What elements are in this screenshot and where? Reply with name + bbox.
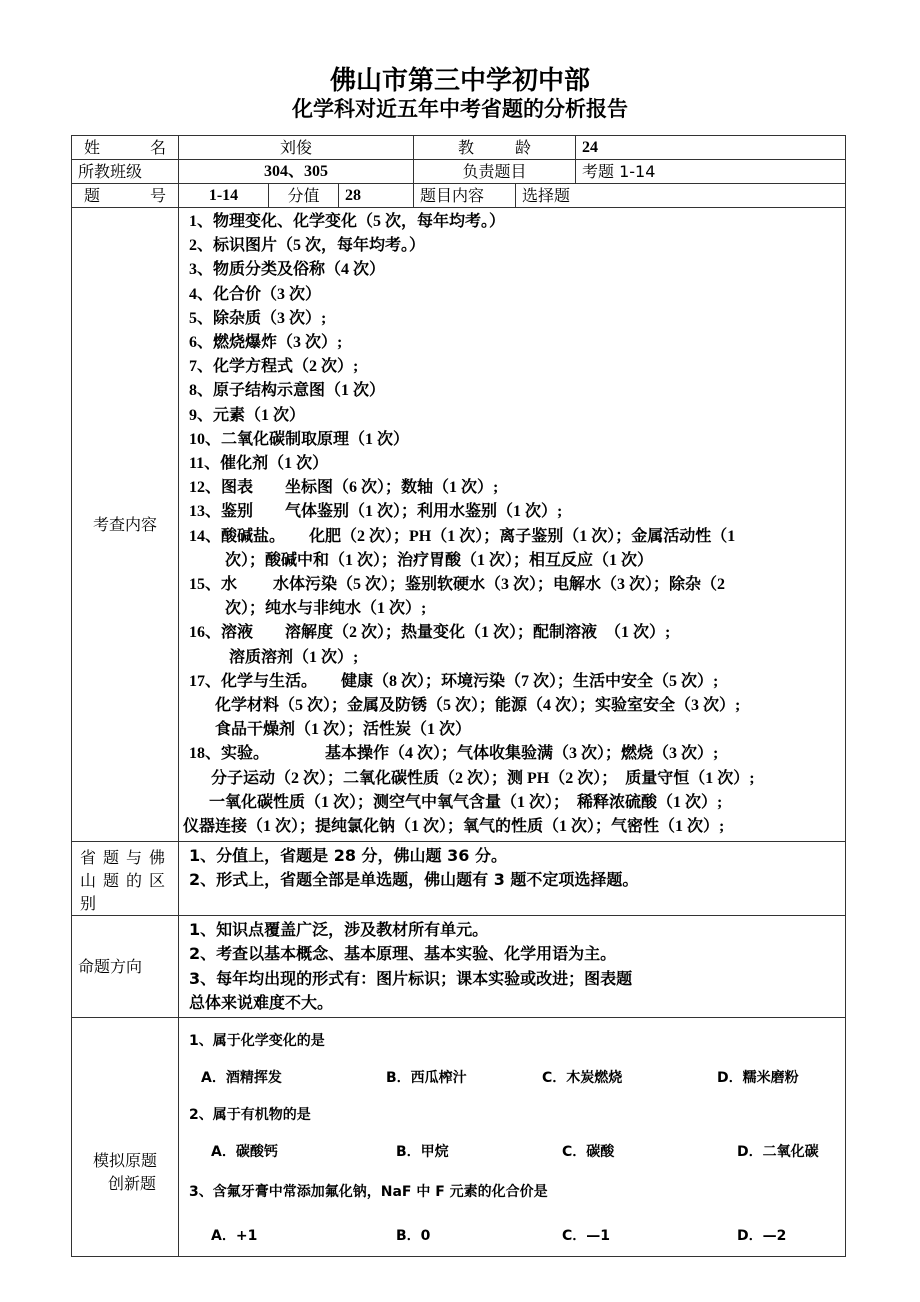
question-content-value: 选择题: [516, 184, 846, 208]
list-item: 14、酸碱盐。 化肥（2 次）；PH（1 次）；离子鉴别（1 次）；金属活动性（1: [189, 527, 736, 545]
list-item: 8、原子结构示意图（1 次）: [189, 382, 386, 400]
responsible-value: 考题 1-14: [576, 160, 846, 184]
list-item: 6、燃烧爆炸（3 次）;: [189, 334, 343, 352]
list-item: 16、溶液 溶解度（2 次）；热量变化（1 次）；配制溶液 （1 次）;: [189, 624, 671, 642]
mock-label-line-2: 创新题: [107, 1174, 156, 1194]
list-item-continuation: 溶质溶剂（1 次）;: [229, 648, 359, 666]
direction-row: [72, 916, 846, 1018]
teaching-years-label-b: 龄: [515, 138, 532, 157]
list-item: 4、化合价（3 次）: [189, 285, 322, 303]
question-number-label-a: 题: [84, 186, 101, 205]
list-item: 13、鉴别 气体鉴别（1 次）；利用水鉴别（1 次）;: [189, 503, 563, 521]
option-a: A．酒精挥发: [201, 1070, 282, 1087]
question-options: [189, 1218, 839, 1254]
direction-list: [179, 916, 846, 1018]
class-label: 所教班级: [72, 160, 179, 184]
question-number-label-cell: [72, 184, 179, 208]
name-label-b: 名: [149, 138, 166, 157]
question-options: [189, 1060, 839, 1096]
score-value: 28: [339, 184, 414, 208]
list-item: 9、元素（1 次）: [189, 406, 306, 424]
teaching-years-label-cell: [414, 136, 576, 160]
option-c: C．木炭燃烧: [542, 1070, 623, 1087]
list-item: 17、化学与生活。 健康（8 次）；环境污染（7 次）；生活中安全（5 次）;: [189, 672, 719, 690]
mock-questions-row: [72, 1018, 846, 1257]
info-row-class: [72, 160, 846, 184]
list-item: 15、水 水体污染（5 次）；鉴别软硬水（3 次）；电解水（3 次）；除杂（2: [189, 576, 726, 594]
mock-questions-label: [72, 1018, 179, 1257]
list-item: 1、分值上，省题是 28 分，佛山题 36 分。: [189, 846, 507, 866]
difference-list: [179, 842, 846, 916]
mock-questions-list: [179, 1018, 846, 1257]
teaching-years-label-a: 教: [458, 138, 475, 157]
name-label-a: 姓: [84, 138, 101, 157]
exam-content-label: 考查内容: [72, 208, 179, 842]
mock-question-2: [189, 1096, 839, 1170]
list-item: 2、考查以基本概念、基本原理、基本实验、化学用语为主。: [189, 944, 617, 964]
list-item: 18、实验。 基本操作（4 次）；气体收集验满（3 次）；燃烧（3 次）;: [189, 745, 719, 763]
option-d: D．—2: [737, 1228, 787, 1245]
question-stem: 3、含氟牙膏中常添加氟化钠，NaF 中 F 元素的化合价是: [189, 1184, 548, 1201]
list-item: 1、知识点覆盖广泛，涉及教材所有单元。: [189, 920, 489, 940]
question-stem: 2、属于有机物的是: [189, 1107, 311, 1124]
difference-label: 省题与佛山题的区别: [72, 842, 179, 916]
analysis-report-table: [71, 135, 846, 1257]
exam-content-row: [72, 208, 846, 842]
list-item-continuation: 仪器连接（1 次）；提纯氯化钠（1 次）；氧气的性质（1 次）；气密性（1 次）;: [183, 818, 725, 836]
difference-row: [72, 842, 846, 916]
option-a: A．+1: [211, 1228, 258, 1245]
list-item-continuation: 次）；酸碱中和（1 次）；治疗胃酸（1 次）；相互反应（1 次）: [225, 551, 654, 569]
list-item: 1、物理变化、化学变化（5 次，每年均考。）: [189, 213, 506, 230]
list-item: 2、标识图片（5 次，每年均考。）: [189, 237, 426, 255]
name-label-cell: [72, 136, 179, 160]
list-item: 10、二氧化碳制取原理（1 次）: [189, 430, 410, 448]
direction-label: 命题方向: [72, 916, 179, 1018]
list-item-continuation: 一氧化碳性质（1 次）；测空气中氧气含量（1 次）； 稀释浓硫酸（1 次）;: [209, 793, 723, 811]
list-item-continuation: 食品干燥剂（1 次）；活性炭（1 次）: [215, 721, 472, 739]
mock-label-line-1: 模拟原题: [92, 1151, 157, 1171]
question-options: [189, 1134, 839, 1170]
option-b: B．0: [396, 1228, 431, 1245]
option-c: C．—1: [562, 1228, 611, 1245]
exam-content-list: [179, 208, 846, 842]
list-item: 7、化学方程式（2 次）;: [189, 358, 359, 376]
info-row-question: [72, 184, 846, 208]
report-subtitle: 化学科对近五年中考省题的分析报告: [292, 97, 628, 121]
option-a: A．碳酸钙: [211, 1144, 278, 1161]
option-d: D．二氧化碳: [737, 1144, 819, 1161]
mock-question-3: [189, 1170, 839, 1254]
list-item-continuation: 化学材料（5 次）；金属及防锈（5 次）；能源（4 次）；实验室安全（3 次）;: [215, 697, 741, 715]
list-item-continuation: 分子运动（2 次）；二氧化碳性质（2 次）；测 PH（2 次）； 质量守恒（1 次）;: [211, 769, 755, 787]
list-item: 12、图表 坐标图（6 次）；数轴（1 次）;: [189, 479, 499, 497]
score-label: 分值: [269, 184, 339, 208]
question-content-label: 题目内容: [414, 184, 516, 208]
teaching-years-value: 24: [576, 136, 846, 160]
option-b: B．甲烷: [396, 1144, 449, 1161]
list-item: 2、形式上，省题全部是单选题，佛山题有 3 题不定项选择题。: [189, 870, 639, 890]
list-item: 3、每年均出现的形式有：图片标识；课本实验或改进；图表题: [189, 968, 633, 988]
question-stem: 1、属于化学变化的是: [189, 1033, 325, 1050]
responsible-label: 负责题目: [414, 160, 576, 184]
list-item: 5、除杂质（3 次）;: [189, 309, 327, 327]
class-value: 304、305: [179, 160, 414, 184]
name-value: 刘俊: [179, 136, 414, 160]
option-c: C．碳酸: [562, 1144, 615, 1161]
question-number-value: 1-14: [179, 184, 269, 208]
list-item: 11、催化剂（1 次）: [189, 455, 329, 473]
question-number-label-b: 号: [149, 186, 166, 205]
option-b: B．西瓜榨汁: [386, 1070, 467, 1087]
school-title: 佛山市第三中学初中部: [329, 66, 590, 96]
mock-question-1: [189, 1022, 839, 1096]
option-d: D．糯米磨粉: [717, 1070, 799, 1087]
info-row-name: [72, 136, 846, 160]
list-item-continuation: 次）；纯水与非纯水（1 次）;: [225, 600, 427, 618]
list-item: 3、物质分类及俗称（4 次）: [189, 261, 386, 279]
list-item: 总体来说难度不大。: [189, 992, 334, 1012]
